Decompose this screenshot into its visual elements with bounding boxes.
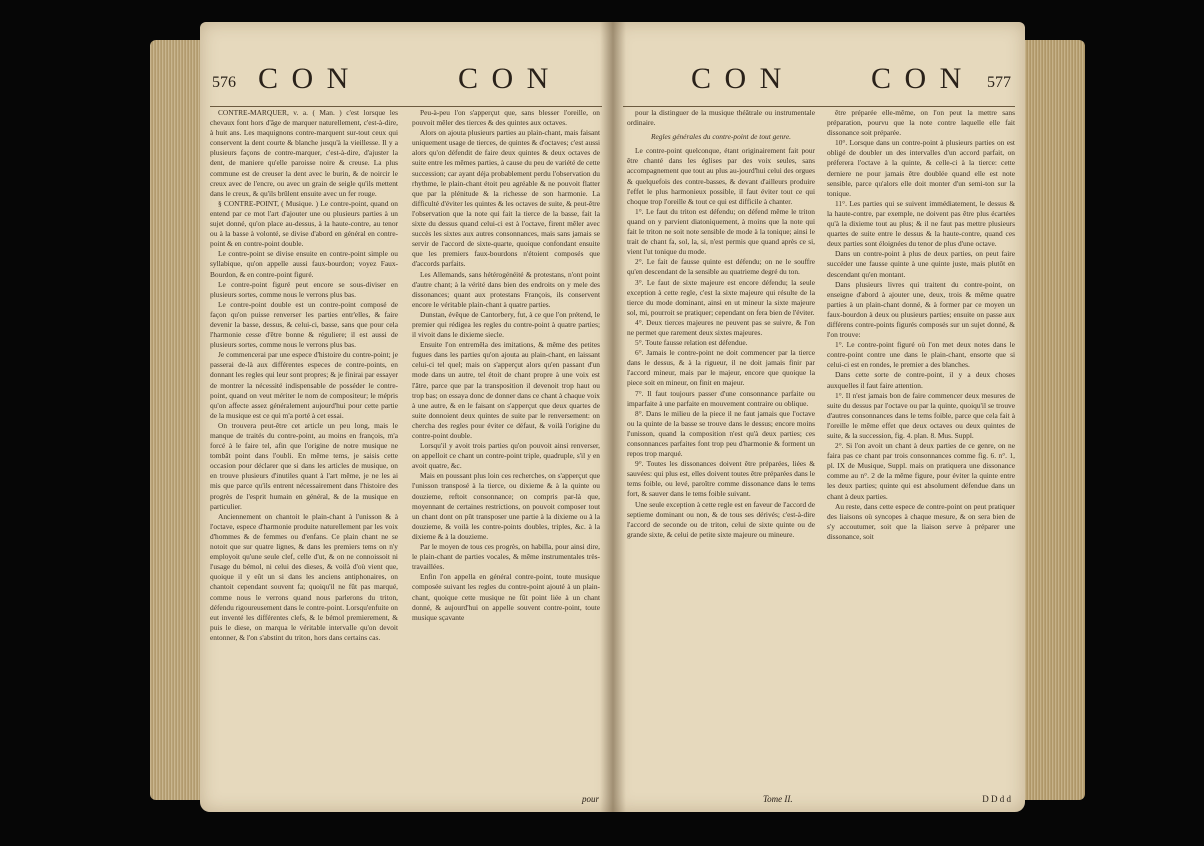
left-page — [200, 22, 613, 812]
paragraph: 5°. Toute fausse relation est défendue. — [635, 338, 748, 348]
right-running-head-left: C O N — [691, 62, 785, 95]
paragraph: 1°. Le faut du triton est défendu; on défend même le triton quand on y parvient diatoniquement, à moins que la note qui fait le triton ne soit note sensible de mode à la tonique; ainsi le trait de chant fa, sol, la, si, n'est permis que quand après ce si, vient l'ut tonique du mode. — [627, 206, 815, 257]
right-column-1 — [627, 108, 815, 812]
paragraph: Dans plusieurs livres qui traitent du contre-point, on enseigne d'abord à ajouter une, deux, trois & même quatre parties à un plain-chant donné, & à former par ce moyen un faux-bourdon à deux ou plusieurs parties; ensuite on passe aux différens contre-points figurés composés sur un sujet donné, & l'on trouve: — [827, 279, 1015, 340]
right-column-2 — [827, 108, 1015, 812]
left-column-1 — [210, 108, 398, 812]
paragraph: 6°. Jamais le contre-point ne doit commencer par la tierce dans le dessus, & à la rigueur, il ne doit jamais finir par l'accord mineur, mais par le majeur, encore que quoique la piece soit en mineur, on finit en majeur. — [627, 348, 815, 388]
paragraph: Dans cette sorte de contre-point, il y a deux choses auxquelles il faut faire attention. — [827, 370, 1015, 390]
paragraph: 4°. Deux tierces majeures ne peuvent pas se suivre, & l'on ne permet que rarement deux sixtes majeures. — [627, 317, 815, 337]
paragraph: Dans un contre-point à plus de deux parties, on peut faire succéder une fausse quinte à une quinte juste, mais plutôt en descendant qu'en montant. — [827, 249, 1015, 279]
paragraph: CONTRE-MARQUER, v. a. ( Man. ) c'est lorsque les chevaux font hors d'âge de marquer naturellement, c'est-à-dire, à huit ans. Les maquignons contre-marquent sur-tout ceux qui conservent la dent courte & blanche jusqu'à la vieillesse. Il y a plusieurs façons de contre-marquer, c'est-à-dire, d'ajuster la dent, de maniere qu'elle paroisse noire & creuse. La plus commune est de creuser la dent avec le burin, & de noircir le creux avec de l'encre, ou avec un grain de seigle qu'ils mettent dans le creux, & qu'ils brûlent ensuite avec un fer rouge. — [210, 108, 398, 198]
paragraph: 2°. Le fait de fausse quinte est défendu; on ne le souffre qu'en descendant de la sensible au quatrieme degré du ton. — [627, 257, 815, 277]
paragraph: Anciennement on chantoit le plain-chant à l'unisson & à l'octave, espece d'harmonie produite naturellement par les voix d'hommes & de femmes ou d'enfans. Ce plain chant ne se notoit que sur quatre lignes, & dans les premiers tems on n'y employoit qu'une seule clef, celle d'ut, & on ne connoissoit ni l'usage du bémol, ni celui des dieses, & voilà d'où vient que, quoique il y eût un si dans les anciens antiphonaires, on chantoit cependant souvent fa; quoiqu'il ne fût pas marqué, comme nous le verrons quand nous parlerons du triton, défendu rigoureusement dans le contre-point. Lorsqu'enfuite on eut inventé les différentes clefs, & le bémol premierement, & puis le diese, on marqua le véritable intervalle qu'on devoit entonner, & l'on s'abstint du triton, hors dans certains cas. — [210, 511, 398, 642]
section-heading: Regles générales du contre-point de tout genre. — [650, 132, 792, 142]
paragraph: 8°. Dans le milieu de la piece il ne faut jamais que l'octave ou la quinte de la basse se trouve dans le dessus; encore moins l'unisson, quand la composition n'est qu'à deux parties; ces consonnances parfaites font trop peu d'harmonie & forment un repos trop marqué. — [627, 408, 815, 459]
right-page — [613, 22, 1025, 812]
paragraph: Les Allemands, sans hétérogénéité & protestans, n'ont point d'autre chant; à la vérité dans bien des endroits on y mele des dissonances; quant aux protestans François, ils conservent encore le véritable plain-chant à quatre parties. — [412, 269, 600, 309]
paragraph: 11°. Les parties qui se suivent immédiatement, le dessus & la haute-contre, par exemple, ne doivent pas être plus écartées qu'à la dixieme tout au plus; & il ne faut pas mettre plusieurs quartes de suite entre le dessus & la haute-contre, quand ces deux parties sont éloignées du tenor de plus d'une octave. — [827, 198, 1015, 249]
paragraph: Le contre-point double est un contre-point composé de façon qu'on puisse renverser les parties entr'elles, & faire devenir la basse, dessus, & celui-ci, basse, sans que pour cela l'harmonie cesse d'être bonne & réguliere; il est aussi de plusieurs sortes, comme nous le verrons plus bas. — [210, 299, 398, 350]
right-head-rule — [623, 106, 1015, 107]
paragraph: Ensuite l'on entremêla des imitations, & même des petites fugues dans les parties qu'on ajouta au plain-chant, en laissant celui-ci tel quel; mais on s'apperçut alors qu'en passant d'un mode dans un autre, tel étoit de chant propre à une voix est l'âtre, parce que par la transposition il devenoit trop haut ou trop bas; on essaya donc de donner dans ce chant à chaque voix à une autre, & en le faisant on s'apperçut que deux quartes de suite donnoient deux quintes de suite par le renversement: on chercha des regles pour éviter ce défaut, & voilà l'origine du contre-point double. — [412, 340, 600, 440]
paragraph: Une seule exception à cette regle est en faveur de l'accord de septieme dominant ou non, & de tous ses dérivés; c'est-à-dire l'accord de seconde ou de triton, celui de sixte quinte ou de grande sixte, & celui de petite sixte majeure ou mineure. — [627, 499, 815, 539]
paragraph: Mais en poussant plus loin ces recherches, on s'apperçut que l'unisson transposé à la tierce, ou dixieme & à la quinte ou douzieme, reftoit consonnance; on compris par-là que, moyennant de certaines restrictions, on pouvoit composer tout un chant dont on pût transposer une partie à la dixieme ou à la douzieme, & voilà les contre-points doubles, triples, &c. à la dixieme & à la douzieme. — [412, 471, 600, 541]
signature-mark: Tome II. — [763, 794, 793, 804]
right-running-head-right: C O N — [871, 62, 965, 95]
left-column-2 — [412, 108, 600, 812]
left-head-rule — [210, 106, 602, 107]
paragraph: Alors on ajouta plusieurs parties au plain-chant, mais faisant uniquement usage de tierces, de quintes & d'octaves; c'est aussi alors qu'on défendit de faire deux quintes & deux octaves de suite entre les mêmes parties, à cause du peu de variété de cette succession; car ayant déja probablement perdu l'observation du rhythme, le plain-chant étoit peu agréable & ne pouvoit flatter que par la plénitude & la richesse de son harmonie. La difficulté d'éviter les quintes & les octaves de suite, & peut-être l'observation que la note qui fait la tierce de la basse, fait la sixte du dessus quand celui-ci est à l'octave, firent mêler avec succès les sixtes aux autres consonnances, mais sans jamais se servir de l'accord de sixte-quarte, quoique confondant ensuite que les premiers faux-bourdons n'étoient composés que d'accords parfaits. — [412, 128, 600, 269]
paragraph: Dunstan, évêque de Cantorbery, fut, à ce que l'on prétend, le premier qui rédigea les regles du contre-point à quatre parties; il vivoit dans le dixieme siecle. — [412, 309, 600, 340]
paragraph: On trouvera peut-être cet article un peu long, mais le manque de traités du contre-point, au moins en françois, m'a forcé à le faire tel, afin que l'origine de notre musique ne tombât point dans l'oubli. En même tems, je saisis cette occasion pour déclarer que si dans les articles de musique, on en trouve plusieurs d'inutiles quant à l'art même, je ne les ai mis que parce qu'ils entrent nécessairement dans l'histoire des progrès de l'esprit humain en général, & de la musique en particulier. — [210, 420, 398, 511]
paragraph: § CONTRE-POINT, ( Musique. ) Le contre-point, quand on entend par ce mot l'art d'ajouter une ou plusieurs parties à un sujet donné, qu'on place au-dessus, à la haute-contre, au tenor ou à la basse à volonté, se divise d'abord en général en contre-point & en contre-point double. — [210, 198, 398, 249]
paragraph: Le contre-point quelconque, étant originairement fait pour être chanté dans les églises par des voix seules, sans accompagnement que tout au plus au-jourd'hui celui des orgues & quelquefois des contre-basses, & devant d'ailleurs produire l'effet le plus harmonieux possible, il faut éviter tout ce qui choque trop l'oreille & tout ce qui est difficile à chanter. — [627, 146, 815, 206]
paragraph: Au reste, dans cette espece de contre-point on peut pratiquer des liaisons où syncopes à chaque mesure, & on sera bien de s'y accoutumer, soit que la liaison serve à préparer une dissonance, soit — [827, 501, 1015, 541]
paragraph: 7°. Il faut toujours passer d'une consonnance parfaite ou imparfaite à une parfaite en mouvement contraire ou oblique. — [627, 388, 815, 408]
right-page-number: 577 — [987, 74, 1011, 91]
paragraph: pour la distinguer de la musique théâtrale ou instrumentale ordinaire. — [627, 108, 815, 128]
paragraph: Peu-à-peu l'on s'apperçut que, sans blesser l'oreille, on pouvoit mêler des tierces & des quintes aux octaves. — [412, 108, 600, 128]
right-page-edges — [1025, 40, 1085, 800]
paragraph: être préparée elle-même, on l'on peut la mettre sans préparation, pourvu que la note contre laquelle elle fait dissonance soit préparée. — [827, 108, 1015, 138]
left-page-number: 576 — [212, 74, 236, 91]
paragraph: 2°. Si l'on avoit un chant à deux parties de ce genre, on ne faira pas ce chant par trois consonnances comme fig. 6. n°. 1, pl. IX de Musique, Suppl. mais on pratiquera une dissonance comme au n°. 2 de la même figure, pour éviter la quinte entre les deux parties; quinte qui est absolument défendue dans un chant à deux parties. — [827, 441, 1015, 501]
paragraph: Le contre-point se divise ensuite en contre-point simple ou syllabique, qu'on appelle aussi faux-bourdon; voyez Faux-Bourdon, & en contre-point figuré. — [210, 249, 398, 279]
left-catchword: pour — [581, 794, 599, 804]
book-gutter — [600, 22, 626, 812]
right-catchword: D D d d — [982, 794, 1011, 804]
paragraph: 1°. Il n'est jamais bon de faire commencer deux mesures de suite du dessus par l'octave ou par la quinte, quoiqu'il se trouve d'autres consonnances dans le tems foible, parce que cela fait à l'oreille le même effet que deux octaves ou deux quintes de suite, & la succession, fig. 4. plan. 8. Mus. Suppl. — [827, 390, 1015, 440]
paragraph: 9°. Toutes les dissonances doivent être préparées, liées & sauvées: qui plus est, elles doivent toutes être préparées dans le tems foible, ou levé, paroître comme dissonance dans le tems fort, & sauver dans le tems foible suivant. — [627, 459, 815, 499]
paragraph: Lorsqu'il y avoit trois parties qu'on pouvoit ainsi renverser, on appelloit ce chant un contre-point triple, quadruple, s'il y en avoit quatre, &c. — [412, 441, 600, 471]
paragraph: Je commencerai par une espece d'histoire du contre-point; je passerai de-là aux différentes especes de contre-points, en donnant les regles qui leur sont propres; & je finirai par essayer de montrer la nécessité indispensable de posséder le contre-point, quand on veut mériter le nom de compositeur; le mépris qu'on affecte assez généralement aujourd'hui pour cette partie de la musique est ce qui m'a porté à cet essai. — [210, 350, 398, 420]
left-running-head-left: C O N — [258, 62, 352, 95]
paragraph: 10°. Lorsque dans un contre-point à plusieurs parties on est obligé de doubler un des intervalles d'un accord parfait, on préferera l'octave à la quinte, & celle-ci à la tierce: cette derniere ne pour jamais être doublée quand elle est note sensible, parce qu'alors elle doit monter d'un semi-ton sur la tonique. — [827, 138, 1015, 198]
paragraph: Le contre-point figuré peut encore se sous-diviser en plusieurs sortes, comme nous le verrons plus bas. — [210, 279, 398, 299]
paragraph: 3°. Le faut de sixte majeure est encore défendu; la seule exception à cette regle, c'est la sixte majeure qui résulte de la tierce du mode dominant, ainsi en ut mineur la sixte majeure sol, mi, pourroit se pratiquer; cependant on fera bien de l'éviter. — [627, 277, 815, 317]
paragraph: 1°. Le contre-point figuré où l'on met deux notes dans le contre-point contre une dans le plain-chant, ensorte que si celui-ci est en rondes, le premier a des blanches. — [827, 340, 1015, 370]
left-page-edges — [150, 40, 200, 800]
paragraph: Enfin l'on appella en général contre-point, toute musique composée suivant les regles du contre-point ajouté à un plain-chant, quoique cette musique ne fût point liée à un chant donné, & aujourd'hui on appelle souvent contre-point, toute musique sçavante — [412, 572, 600, 622]
left-running-head-right: C O N — [458, 62, 552, 95]
paragraph: Par le moyen de tous ces progrès, on habilla, pour ainsi dire, le plain-chant de parties vocales, & même instrumentales très-travaillées. — [412, 542, 600, 572]
